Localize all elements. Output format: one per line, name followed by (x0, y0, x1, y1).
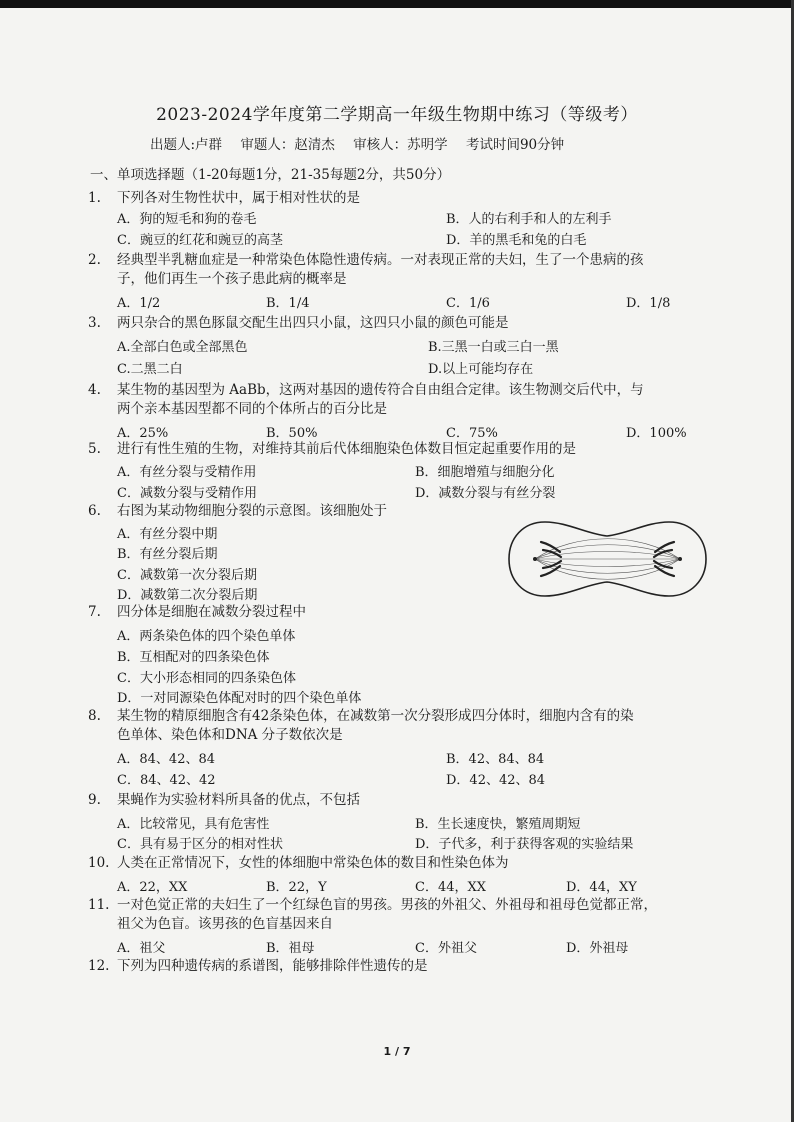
option: D．44，XY (566, 880, 637, 895)
question-number: 6. (88, 503, 101, 519)
option: D．一对同源染色体配对时的四个染色单体 (117, 691, 362, 706)
page-number: 1 / 7 (383, 1045, 411, 1058)
option: D．100% (626, 426, 687, 441)
duration: 考试时间90分钟 (465, 137, 565, 153)
question-stem: 果蝇作为实验材料所具备的优点，不包括 (117, 792, 360, 808)
option: C．减数分裂与受精作用 (117, 486, 257, 501)
option: A．比较常见，具有危害性 (117, 817, 270, 832)
question-number: 4. (88, 382, 101, 398)
option: C．减数第一次分裂后期 (117, 568, 257, 583)
option: D．1/8 (626, 296, 671, 311)
option: C．具有易于区分的相对性状 (117, 837, 283, 852)
question-number: 8. (88, 708, 101, 724)
question-stem: 色单体、染色体和DNA 分子数依次是 (117, 727, 343, 743)
option: B．互相配对的四条染色体 (117, 650, 270, 665)
option: C．84、42、42 (117, 773, 216, 788)
option: D．减数第二次分裂后期 (117, 588, 258, 603)
question-stem: 人类在正常情况下，女性的体细胞中常染色体的数目和性染色体为 (117, 855, 509, 871)
option: C．1/6 (446, 296, 490, 311)
option: A．祖父 (117, 941, 166, 956)
question-stem: 某生物的基因型为 AaBb，这两对基因的遗传符合自由组合定律。该生物测交后代中，与 (117, 382, 644, 398)
option: B．祖母 (266, 941, 315, 956)
question-stem: 四分体是细胞在减数分裂过程中 (117, 604, 306, 620)
question-stem: 两个亲本基因型都不同的个体所占的百分比是 (117, 401, 387, 417)
option: D．42、42、84 (446, 773, 546, 788)
question-number: 1. (88, 190, 101, 206)
option: B．细胞增殖与细胞分化 (415, 465, 555, 480)
question-stem: 子，他们再生一个孩子患此病的概率是 (117, 271, 347, 287)
cell-division-diagram (505, 518, 710, 600)
option: C．大小形态相同的四条染色体 (117, 671, 296, 686)
option: D．外祖母 (566, 941, 629, 956)
author: 出题人:卢群 (150, 137, 223, 153)
question-stem: 一对色觉正常的夫妇生了一个红绿色盲的男孩。男孩的外祖父、外祖母和祖母色觉都正常， (117, 897, 657, 913)
question-number: 9. (88, 792, 101, 808)
question-stem: 右图为某动物细胞分裂的示意图。该细胞处于 (117, 503, 387, 519)
option: A．有丝分裂与受精作用 (117, 465, 257, 480)
question-stem: 经典型半乳糖血症是一种常染色体隐性遗传病。一对表现正常的夫妇，生了一个患病的孩 (117, 252, 644, 268)
page-title: 2023-2024学年度第二学期高一年级生物期中练习（等级考） (156, 105, 638, 125)
option: A．25% (117, 426, 169, 441)
question-number: 3. (88, 315, 101, 331)
option: B．生长速度快，繁殖周期短 (415, 817, 581, 832)
option: C．44，XX (415, 880, 486, 895)
question-number: 2. (88, 252, 101, 268)
option: B．42、84、84 (446, 752, 545, 767)
question-stem: 祖父为色盲。该男孩的色盲基因来自 (117, 916, 333, 932)
question-number: 12. (88, 958, 110, 974)
reviewer: 审题人：赵清杰 (240, 137, 335, 153)
question-number: 7. (88, 604, 101, 620)
option: D.以上可能均存在 (428, 362, 534, 377)
option: B．有丝分裂后期 (117, 547, 218, 562)
option: B．22，Y (266, 880, 327, 895)
option: B．50% (266, 426, 318, 441)
question-number: 5. (88, 441, 101, 457)
option: A．狗的短毛和狗的卷毛 (117, 212, 257, 227)
checker: 审核人：苏明学 (353, 137, 448, 153)
question-number: 11. (88, 897, 110, 913)
question-number: 10. (88, 855, 110, 871)
option: A．1/2 (117, 296, 161, 311)
option: C．豌豆的红花和豌豆的高茎 (117, 233, 283, 248)
option: A.全部白色或全部黑色 (117, 340, 248, 355)
exam-meta (150, 133, 578, 153)
option: A．有丝分裂中期 (117, 527, 218, 542)
question-stem: 进行有性生殖的生物，对维持其前后代体细胞染色体数目恒定起重要作用的是 (117, 441, 576, 457)
question-stem: 下列为四种遗传病的系谱图，能够排除伴性遗传的是 (117, 958, 428, 974)
option: D．减数分裂与有丝分裂 (415, 486, 556, 501)
option: D．子代多，利于获得客观的实验结果 (415, 837, 634, 852)
option: B．1/4 (266, 296, 310, 311)
option: D．羊的黑毛和兔的白毛 (446, 233, 587, 248)
option: C.二黑二白 (117, 362, 183, 377)
question-stem: 下列各对生物性状中，属于相对性状的是 (117, 190, 360, 206)
option: A．22，XX (117, 880, 188, 895)
option: B.三黑一白或三白一黑 (428, 340, 559, 355)
option: A．84、42、84 (117, 752, 216, 767)
option: C．外祖父 (415, 941, 477, 956)
section-heading: 一、单项选择题（1-20每题1分，21-35每题2分，共50分） (90, 167, 451, 183)
question-stem: 某生物的精原细胞含有42条染色体，在减数第一次分裂形成四分体时，细胞内含有的染 (117, 708, 634, 724)
option: A．两条染色体的四个染色单体 (117, 629, 296, 644)
option: C．75% (446, 426, 498, 441)
option: B．人的右利手和人的左利手 (446, 212, 612, 227)
question-stem: 两只杂合的黑色豚鼠交配生出四只小鼠，这四只小鼠的颜色可能是 (117, 315, 509, 331)
